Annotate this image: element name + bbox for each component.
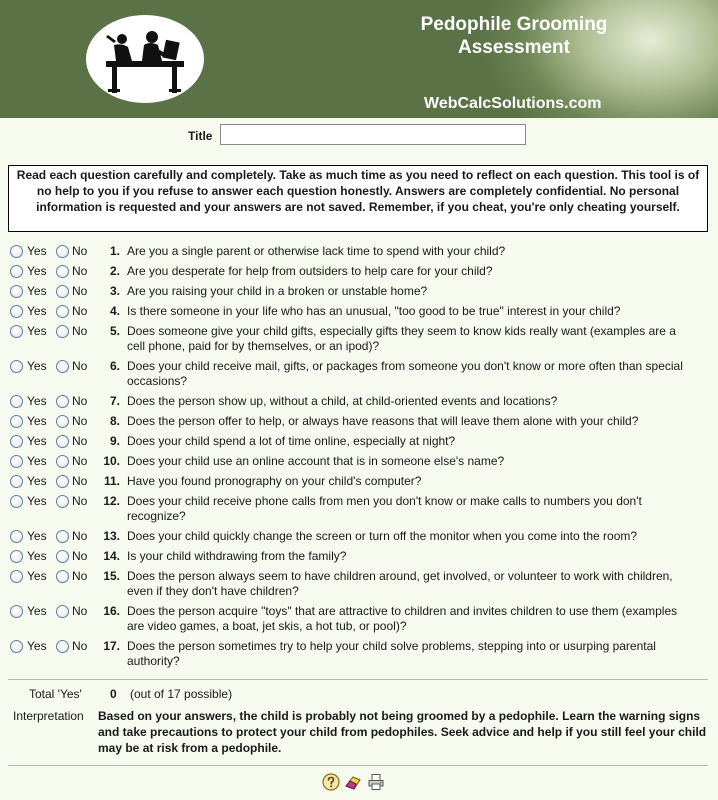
no-label[interactable]: No bbox=[72, 359, 88, 373]
yes-label[interactable]: Yes bbox=[27, 474, 47, 488]
no-label[interactable]: No bbox=[72, 549, 88, 563]
no-radio[interactable] bbox=[56, 475, 69, 488]
no-label[interactable]: No bbox=[72, 324, 88, 338]
interpretation-text: Based on your answers, the child is probably not being groomed by a pedophile. Learn the warning signs and take precautions to protect your child from pedophiles. Seek advice and help if you still feel your child may be at risk from a pedophile. bbox=[98, 709, 707, 755]
question-text: Does someone give your child gifts, especially gifts they seem to know kids really want (examples are a cell phone, paid for by themselves, or an ipod)? bbox=[127, 324, 676, 353]
yes-label[interactable]: Yes bbox=[27, 244, 47, 258]
yes-radio[interactable] bbox=[10, 455, 23, 468]
instructions-box: Read each question carefully and completely. Take as much time as you need to reflect on each question. This tool is of no help to you if you refuse to answer each question honestly. Answers are completely confidential. No personal information is requested and your answers are not saved. Remember, if you cheat, you're only cheating yourself. bbox=[8, 165, 708, 232]
no-label[interactable]: No bbox=[72, 284, 88, 298]
yes-label[interactable]: Yes bbox=[27, 434, 47, 448]
no-label[interactable]: No bbox=[72, 304, 88, 318]
yes-radio[interactable] bbox=[10, 305, 23, 318]
question-text: Does your child quickly change the screen or turn off the monitor when you come into the room? bbox=[127, 529, 638, 543]
yes-label[interactable]: Yes bbox=[27, 324, 47, 338]
question-text: Does your child spend a lot of time online, especially at night? bbox=[127, 434, 456, 448]
app-title bbox=[385, 13, 643, 59]
question-text: Is your child withdrawing from the family? bbox=[127, 549, 347, 563]
yes-radio[interactable] bbox=[10, 495, 23, 508]
no-radio[interactable] bbox=[56, 640, 69, 653]
yes-label[interactable]: Yes bbox=[27, 394, 47, 408]
no-label[interactable]: No bbox=[72, 394, 88, 408]
total-yes-label: Total 'Yes' bbox=[29, 687, 82, 701]
yes-radio[interactable] bbox=[10, 640, 23, 653]
eraser-icon[interactable] bbox=[344, 773, 362, 791]
footer-divider bbox=[8, 765, 708, 766]
question-number: 12. bbox=[103, 494, 120, 508]
yes-label[interactable]: Yes bbox=[27, 414, 47, 428]
parent-child-desk-silhouette-icon bbox=[86, 15, 204, 103]
total-possible: (out of 17 possible) bbox=[130, 687, 233, 701]
no-label[interactable]: No bbox=[72, 569, 88, 583]
no-label[interactable]: No bbox=[72, 244, 88, 258]
question-number: 6. bbox=[109, 359, 120, 373]
no-radio[interactable] bbox=[56, 265, 69, 278]
yes-radio[interactable] bbox=[10, 285, 23, 298]
no-radio[interactable] bbox=[56, 360, 69, 373]
question-text: Does the person acquire "toys" that are attractive to children and invites children to use them (examples are video games, a boat, jet skis, a hot tub, or pool)? bbox=[127, 604, 678, 633]
title-input[interactable] bbox=[220, 124, 526, 145]
app-title-line-1: Pedophile Grooming bbox=[420, 14, 608, 35]
site-name: WebCalcSolutions.com bbox=[424, 95, 602, 112]
no-label[interactable]: No bbox=[72, 474, 88, 488]
logo bbox=[86, 15, 204, 103]
question-text: Are you raising your child in a broken or unstable home? bbox=[127, 284, 428, 298]
no-label[interactable]: No bbox=[72, 434, 88, 448]
question-number: 2. bbox=[109, 264, 120, 278]
question-text: Does the person show up, without a child, at child-oriented events and locations? bbox=[127, 394, 558, 408]
question-number: 13. bbox=[103, 529, 120, 543]
no-label[interactable]: No bbox=[72, 529, 88, 543]
question-text: Does your child use an online account that is in someone else's name? bbox=[127, 454, 505, 468]
question-number: 16. bbox=[103, 604, 120, 618]
yes-radio[interactable] bbox=[10, 550, 23, 563]
no-radio[interactable] bbox=[56, 605, 69, 618]
interpretation-label: Interpretation bbox=[13, 709, 84, 723]
header-banner bbox=[0, 0, 718, 118]
yes-label[interactable]: Yes bbox=[27, 304, 47, 318]
yes-label[interactable]: Yes bbox=[27, 494, 47, 508]
question-number: 3. bbox=[109, 284, 120, 298]
no-radio[interactable] bbox=[56, 285, 69, 298]
no-radio[interactable] bbox=[56, 415, 69, 428]
no-label[interactable]: No bbox=[72, 454, 88, 468]
printer-icon[interactable] bbox=[367, 773, 385, 791]
total-yes-value: 0 bbox=[110, 687, 117, 701]
no-radio[interactable] bbox=[56, 495, 69, 508]
yes-label[interactable]: Yes bbox=[27, 284, 47, 298]
app-title-line-2: Assessment bbox=[458, 37, 570, 58]
question-number: 10. bbox=[103, 454, 120, 468]
no-label[interactable]: No bbox=[72, 494, 88, 508]
yes-radio[interactable] bbox=[10, 570, 23, 583]
yes-radio[interactable] bbox=[10, 530, 23, 543]
yes-radio[interactable] bbox=[10, 435, 23, 448]
question-number: 11. bbox=[103, 474, 120, 488]
footer-toolbar bbox=[322, 773, 392, 793]
question-number: 8. bbox=[109, 414, 120, 428]
question-text: Are you desperate for help from outsiders to help care for your child? bbox=[127, 264, 493, 278]
yes-label[interactable]: Yes bbox=[27, 604, 47, 618]
yes-radio[interactable] bbox=[10, 265, 23, 278]
results-divider bbox=[8, 679, 708, 680]
question-number: 9. bbox=[109, 434, 120, 448]
yes-label[interactable]: Yes bbox=[27, 529, 47, 543]
no-radio[interactable] bbox=[56, 550, 69, 563]
yes-label[interactable]: Yes bbox=[27, 359, 47, 373]
no-label[interactable]: No bbox=[72, 264, 88, 278]
no-label[interactable]: No bbox=[72, 604, 88, 618]
no-radio[interactable] bbox=[56, 455, 69, 468]
title-label: Title bbox=[188, 129, 213, 143]
yes-label[interactable]: Yes bbox=[27, 569, 47, 583]
question-text: Does your child receive mail, gifts, or packages from someone you don't know or more often than special occasions? bbox=[127, 359, 683, 388]
question-number: 17. bbox=[103, 639, 120, 653]
question-number: 15. bbox=[103, 569, 120, 583]
question-text: Does the person offer to help, or always have reasons that will leave them alone with your child? bbox=[127, 414, 639, 428]
no-radio[interactable] bbox=[56, 395, 69, 408]
no-radio[interactable] bbox=[56, 325, 69, 338]
help-icon[interactable] bbox=[322, 773, 340, 791]
no-radio[interactable] bbox=[56, 305, 69, 318]
no-radio[interactable] bbox=[56, 245, 69, 258]
question-number: 5. bbox=[109, 324, 120, 338]
question-text: Does the person sometimes try to help your child solve problems, stepping into or usurping parental authority? bbox=[127, 639, 656, 668]
yes-radio[interactable] bbox=[10, 360, 23, 373]
no-radio[interactable] bbox=[56, 530, 69, 543]
yes-label[interactable]: Yes bbox=[27, 549, 47, 563]
yes-radio[interactable] bbox=[10, 415, 23, 428]
yes-label[interactable]: Yes bbox=[27, 454, 47, 468]
question-number: 7. bbox=[109, 394, 120, 408]
yes-radio[interactable] bbox=[10, 605, 23, 618]
no-radio[interactable] bbox=[56, 435, 69, 448]
yes-radio[interactable] bbox=[10, 245, 23, 258]
question-text: Does your child receive phone calls from men you don't know or make calls to numbers you don't recognize? bbox=[127, 494, 642, 523]
yes-label[interactable]: Yes bbox=[27, 264, 47, 278]
yes-radio[interactable] bbox=[10, 475, 23, 488]
no-label[interactable]: No bbox=[72, 639, 88, 653]
question-text: Is there someone in your life who has an unusual, "too good to be true" interest in your child? bbox=[127, 304, 621, 318]
no-label[interactable]: No bbox=[72, 414, 88, 428]
yes-radio[interactable] bbox=[10, 325, 23, 338]
question-number: 1. bbox=[109, 244, 120, 258]
yes-label[interactable]: Yes bbox=[27, 639, 47, 653]
question-text: Have you found pronography on your child's computer? bbox=[127, 474, 422, 488]
question-number: 4. bbox=[109, 304, 120, 318]
question-text: Does the person always seem to have children around, get involved, or volunteer to work with children, even if they don't have children? bbox=[127, 569, 673, 598]
no-radio[interactable] bbox=[56, 570, 69, 583]
title-row bbox=[0, 124, 718, 146]
yes-radio[interactable] bbox=[10, 395, 23, 408]
question-number: 14. bbox=[103, 549, 120, 563]
question-text: Are you a single parent or otherwise lack time to spend with your child? bbox=[127, 244, 506, 258]
